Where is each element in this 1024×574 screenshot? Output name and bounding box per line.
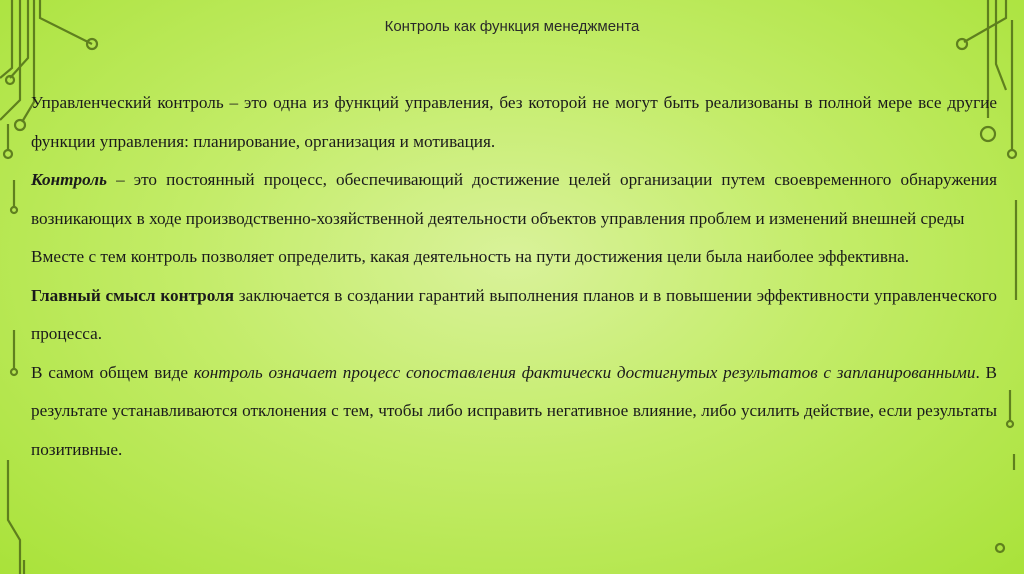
paragraph-effectiveness: Вместе с тем контроль позволяет определить, какая деятельность на пути достижения цели была наиболее эффективна. xyxy=(31,247,910,266)
paragraph-main-meaning xyxy=(31,277,997,354)
slide-body xyxy=(31,84,997,469)
main-meaning-text: заключается в создании гарантий выполнения планов и в повышении эффективности управленческого процесса. xyxy=(31,285,997,343)
definition-text: – это постоянный процесс, обеспечивающий достижение целей организации путем своевременного обнаружения возникающих в ходе производственно-хозяйственной деятельности объектов управления проблем и изменений внешней среды xyxy=(31,170,997,228)
general-view-italic: контроль означает процесс сопоставления фактически достигнутых результатов с запланированными xyxy=(193,362,976,382)
general-view-tail: . В результате устанавливаются отклонения с тем, чтобы либо исправить негативное влияние, либо усилить действие, если результаты позитивные. xyxy=(31,362,997,459)
paragraph-definition-management-control: Управленческий контроль – это одна из функций управления, без которой не могут быть реализованы в полной мере все другие функции управления: планирование, организация и мотивация. xyxy=(31,93,997,151)
term-control: Контроль xyxy=(31,170,107,189)
general-view-lead: В самом общем виде xyxy=(31,362,194,382)
paragraph-general-view xyxy=(31,354,997,470)
main-meaning-bold: Главный смысл контроля xyxy=(31,285,235,305)
paragraph-definition-control xyxy=(31,161,997,238)
slide-title: Контроль как функция менеджмента xyxy=(384,18,640,35)
